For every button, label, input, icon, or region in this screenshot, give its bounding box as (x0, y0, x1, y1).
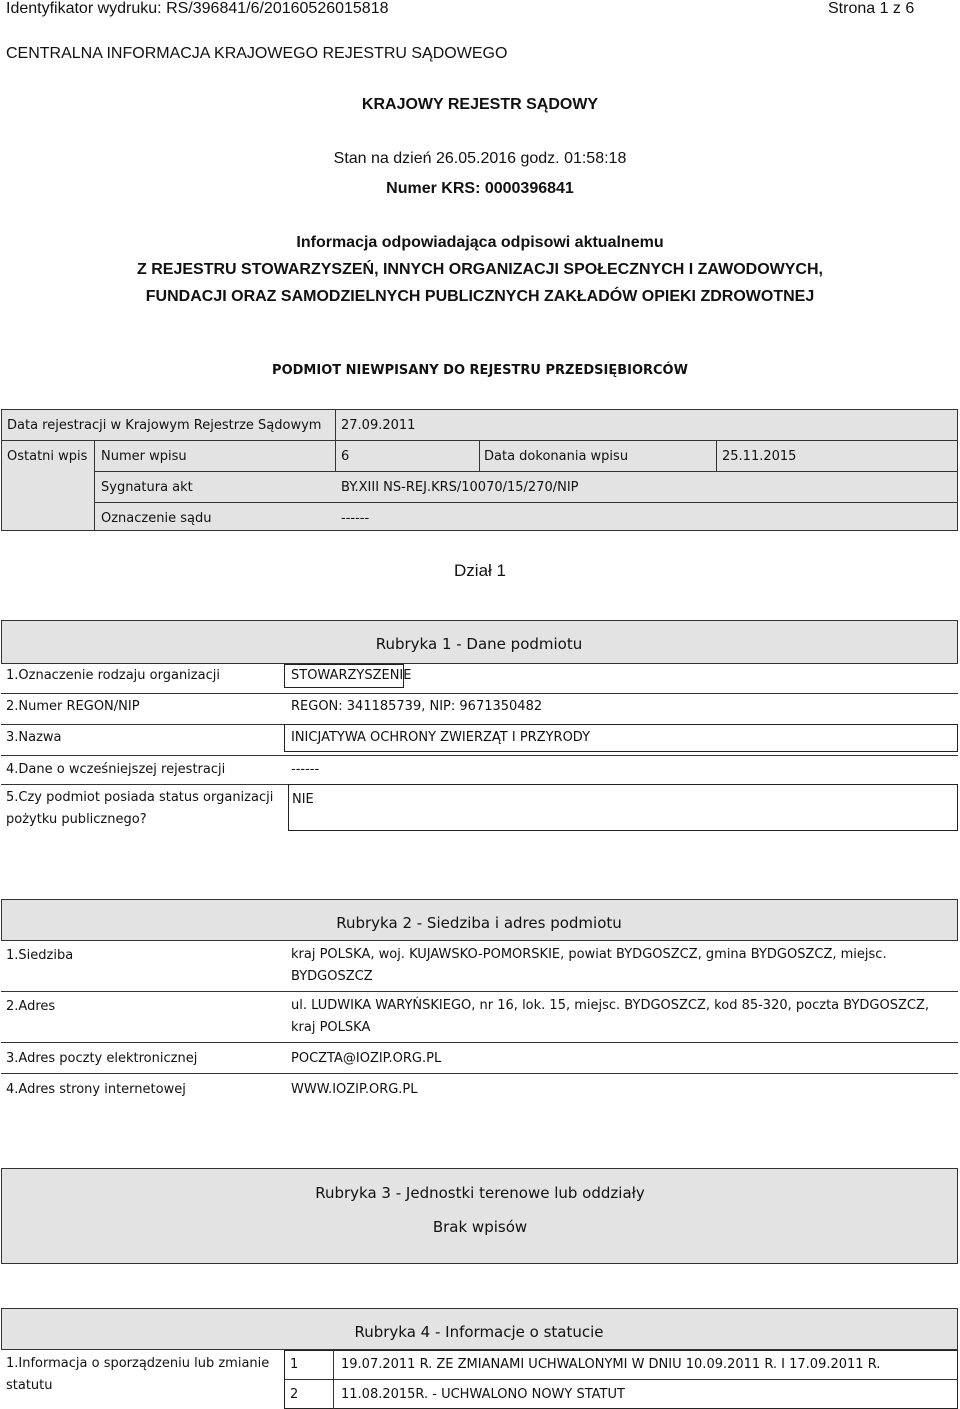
rubryka3-title: Rubryka 3 - Jednostki terenowe lub oddziały (315, 1184, 645, 1202)
registration-date-label: Data rejestracji w Krajowym Rejestrze Sądowym (7, 418, 322, 433)
r1-value-3: INICJATYWA OCHRONY ZWIERZĄT I PRZYRODY (291, 730, 591, 745)
entry-number-label: Numer wpisu (101, 449, 187, 464)
signature-label: Sygnatura akt (101, 480, 193, 495)
r2-label-1: 1.Siedziba (6, 948, 74, 963)
r2-value-3: POCZTA@IOZIP.ORG.PL (291, 1051, 442, 1066)
print-identifier: Identyfikator wydruku: RS/396841/6/20160526015818 (6, 0, 389, 17)
rubryka1-title: Rubryka 1 - Dane podmiotu (375, 635, 583, 653)
org-name: CENTRALNA INFORMACJA KRAJOWEGO REJESTRU SĄDOWEGO (6, 45, 508, 62)
krs-number: Numer KRS: 0000396841 (386, 180, 574, 197)
not-registered-notice: PODMIOT NIEWPISANY DO REJESTRU PRZEDSIĘBIORCÓW (272, 363, 688, 378)
r1-label-3: 3.Nazwa (6, 730, 62, 745)
section-title: Dział 1 (454, 561, 506, 580)
r1-value-box-5 (288, 784, 958, 831)
rubryka4-title: Rubryka 4 - Informacje o statucie (354, 1323, 604, 1341)
r2-value-4: WWW.IOZIP.ORG.PL (291, 1082, 418, 1097)
r2-label-3: 3.Adres poczty elektronicznej (6, 1051, 198, 1066)
r1-label-4: 4.Dane o wcześniejszej rejestracji (6, 762, 226, 777)
r1-value-1: STOWARZYSZENIE (291, 668, 412, 683)
r1-label-5: 5.Czy podmiot posiada status organizacji pożytku publicznego? (6, 790, 274, 827)
entry-number-value: 6 (341, 449, 350, 464)
r4-entry-num-1: 1 (290, 1357, 299, 1372)
court-value: ------ (341, 511, 370, 526)
r4-label: 1.Informacja o sporządzeniu lub zmianie statutu (6, 1356, 270, 1393)
registration-date-value: 27.09.2011 (341, 418, 416, 433)
r4-entry-text-1: 19.07.2011 R. ZE ZMIANAMI UCHWALONYMI W DNIU 10.09.2011 R. I 17.09.2011 R. (341, 1357, 881, 1372)
court-label: Oznaczenie sądu (101, 511, 212, 526)
rubryka2-title: Rubryka 2 - Siedziba i adres podmiotu (336, 914, 622, 932)
r2-label-4: 4.Adres strony internetowej (6, 1082, 186, 1097)
registry-title: KRAJOWY REJESTR SĄDOWY (361, 96, 599, 113)
state-date: Stan na dzień 26.05.2016 godz. 01:58:18 (333, 150, 627, 167)
r1-value-4: ------ (291, 762, 320, 777)
rubryka3-box (1, 1168, 958, 1264)
r2-value-1: kraj POLSKA, woj. KUJAWSKO-POMORSKIE, powiat BYDGOSZCZ, gmina BYDGOSZCZ, miejsc. BYDGOSZCZ (291, 947, 887, 984)
info-line-3: FUNDACJI ORAZ SAMODZIELNYCH PUBLICZNYCH ZAKŁADÓW OPIEKI ZDROWOTNEJ (145, 288, 815, 305)
r2-value-2: ul. LUDWIKA WARYŃSKIEGO, nr 16, lok. 15, miejsc. BYDGOSZCZ, kod 85-320, poczta BYDGOSZCZ, kraj POLSKA (291, 998, 929, 1035)
last-entry-label: Ostatni wpis (7, 449, 88, 464)
rubryka3-empty: Brak wpisów (432, 1218, 528, 1236)
info-line-1: Informacja odpowiadająca odpisowi aktualnemu (296, 234, 664, 251)
entry-date-label: Data dokonania wpisu (484, 449, 629, 464)
r1-label-1: 1.Oznaczenie rodzaju organizacji (6, 668, 220, 683)
r2-label-2: 2.Adres (6, 999, 56, 1014)
r1-value-5: NIE (292, 792, 314, 807)
r1-label-2: 2.Numer REGON/NIP (6, 699, 140, 714)
r1-value-2: REGON: 341185739, NIP: 9671350482 (291, 699, 543, 714)
signature-value: BY.XIII NS-REJ.KRS/10070/15/270/NIP (341, 480, 579, 495)
entry-date-value: 25.11.2015 (722, 449, 797, 464)
r4-entry-num-2: 2 (290, 1387, 299, 1402)
info-line-2: Z REJESTRU STOWARZYSZEŃ, INNYCH ORGANIZACJI SPOŁECZNYCH I ZAWODOWYCH, (137, 261, 823, 278)
r4-entry-text-2: 11.08.2015R. - UCHWALONO NOWY STATUT (341, 1387, 625, 1402)
page-number: Strona 1 z 6 (828, 0, 915, 17)
